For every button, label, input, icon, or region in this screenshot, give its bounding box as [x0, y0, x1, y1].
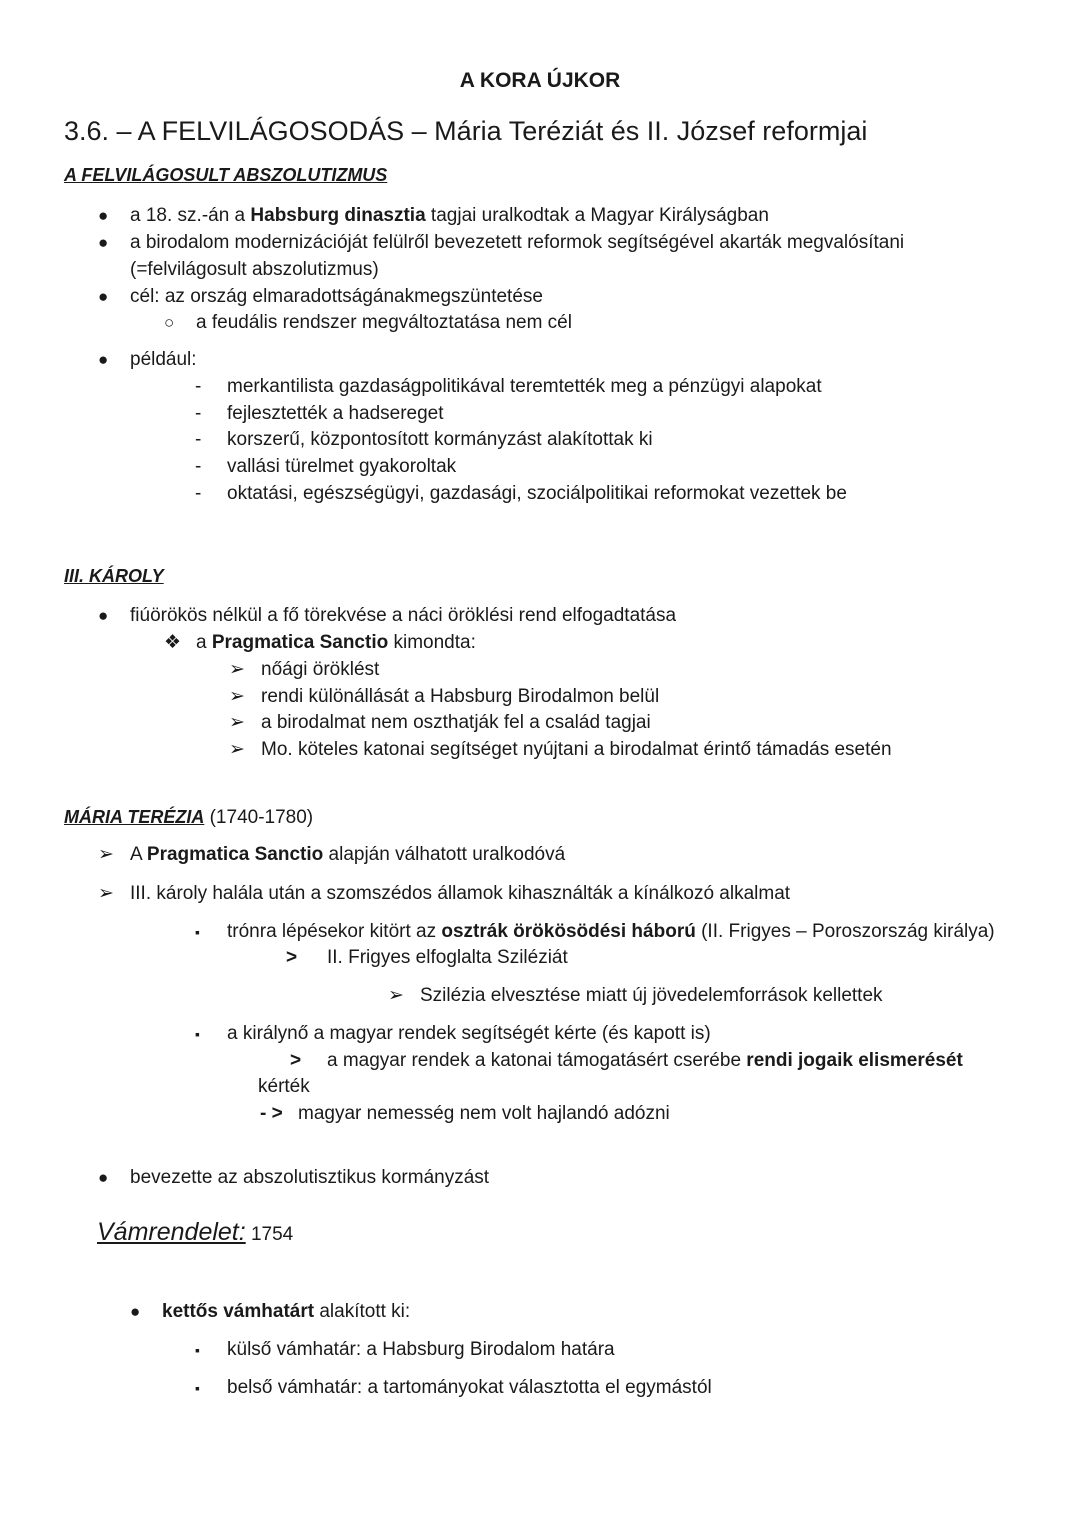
list-item: a birodalom modernizációját felülről bevezetett reformok segítségével akarták megvalósítani	[130, 232, 905, 253]
ps-item: rendi különállását a Habsburg Birodalmon belül	[261, 686, 660, 707]
dash-icon: -	[195, 403, 202, 424]
example-item: oktatási, egészségügyi, gazdasági, szociálpolitikai reformokat vezettek be	[227, 483, 847, 504]
document-header: A KORA ÚJKOR	[459, 69, 621, 92]
section-heading-karoly: III. KÁROLY	[64, 566, 164, 586]
list-item: III. károly halála után a szomszédos államok kihasználták a kínálkozó alkalmat	[130, 883, 791, 904]
sub-list-item: a feudális rendszer megváltoztatása nem cél	[196, 312, 572, 333]
arrow-bullet-icon: ➢	[229, 712, 245, 733]
list-item: fiúörökös nélkül a fő törekvése a náci öröklési rend elfogadtatása	[130, 605, 677, 626]
list-item-continuation: (=felvilágosult abszolutizmus)	[130, 259, 379, 280]
square-bullet-icon: ▪	[195, 1380, 200, 1396]
square-bullet-icon: ▪	[195, 1342, 200, 1358]
sub-list-item: a királynő a magyar rendek segítségét kérte (és kapott is)	[227, 1023, 711, 1044]
dash-arrow-icon: - >	[260, 1103, 283, 1124]
bullet-icon: ●	[98, 233, 109, 252]
circle-bullet-icon: ○	[164, 313, 175, 332]
bullet-icon: ●	[98, 1168, 109, 1187]
list-item: cél: az ország elmaradottságánakmegszüntetése	[130, 286, 543, 307]
arrow-bullet-icon: ➢	[229, 686, 245, 707]
example-item: korszerű, központosított kormányzást alakítottak ki	[227, 429, 653, 450]
dash-icon: -	[195, 483, 202, 504]
ps-item: Mo. köteles katonai segítséget nyújtani a birodalmat érintő támadás esetén	[261, 739, 892, 760]
sub-sub-item: magyar nemesség nem volt hajlandó adózni	[298, 1103, 670, 1124]
bullet-icon: ●	[98, 206, 109, 225]
arrow-bullet-icon: ➢	[229, 659, 245, 680]
list-item: bevezette az abszolutisztikus kormányzást	[130, 1167, 490, 1188]
ps-item: nőági öröklést	[261, 659, 380, 680]
sub-list-item: külső vámhatár: a Habsburg Birodalom határa	[227, 1339, 615, 1360]
dash-icon: -	[195, 376, 202, 397]
sub-sub-item: II. Frigyes elfoglalta Sziléziát	[327, 947, 568, 968]
list-item: például:	[130, 349, 197, 370]
example-item: fejlesztették a hadsereget	[227, 403, 444, 424]
bullet-icon: ●	[130, 1302, 141, 1321]
section-heading-felvilagosult: A FELVILÁGOSULT ABSZOLUTIZMUS	[64, 165, 388, 185]
ps-item: a birodalmat nem oszthatják fel a család tagjai	[261, 712, 651, 733]
sub-sub-sub-item: Szilézia elvesztése miatt új jövedelemforrások kellettek	[420, 985, 883, 1006]
section-heading-vamrendelet: Vámrendelet: 1754	[97, 1218, 294, 1246]
page-title: 3.6. – A FELVILÁGOSODÁS – Mária Teréziát és II. József reformjai	[64, 116, 868, 146]
arrow-bullet-icon: ➢	[98, 844, 114, 865]
sub-sub-item: a magyar rendek a katonai támogatásért cserébe rendi jogaik elismerését	[327, 1050, 963, 1071]
list-item: kettős vámhatárt alakított ki:	[162, 1301, 411, 1322]
sub-list-item: a Pragmatica Sanctio kimondta:	[196, 632, 476, 653]
square-bullet-icon: ▪	[195, 924, 200, 940]
arrow-bullet-icon: ➢	[388, 985, 404, 1006]
dash-icon: -	[195, 429, 202, 450]
sub-list-item: belső vámhatár: a tartományokat választotta el egymástól	[227, 1377, 712, 1398]
section-heading-maria-terezia: MÁRIA TERÉZIA (1740-1780)	[64, 807, 314, 828]
bullet-icon: ●	[98, 606, 109, 625]
example-item: merkantilista gazdaságpolitikával teremtették meg a pénzügyi alapokat	[227, 376, 822, 397]
diamond-bullet-icon: ❖	[164, 632, 182, 653]
arrow-bullet-icon: ➢	[229, 739, 245, 760]
square-bullet-icon: ▪	[195, 1026, 200, 1042]
arrow-bullet-icon: ➢	[98, 883, 114, 904]
bullet-icon: ●	[98, 287, 109, 306]
list-item: A Pragmatica Sanctio alapján válhatott uralkodóvá	[130, 844, 566, 865]
dash-icon: -	[195, 456, 202, 477]
greater-than-icon: >	[290, 1050, 302, 1071]
example-item: vallási türelmet gyakoroltak	[227, 456, 457, 477]
sub-list-item: trónra lépésekor kitört az osztrák örökösödési háború (II. Frigyes – Poroszország királya)	[227, 921, 995, 942]
greater-than-icon: >	[286, 947, 298, 968]
sub-sub-item-continuation: kérték	[258, 1076, 310, 1097]
bullet-icon: ●	[98, 350, 109, 369]
list-item: a 18. sz.-án a Habsburg dinasztia tagjai uralkodtak a Magyar Királyságban	[130, 205, 769, 226]
